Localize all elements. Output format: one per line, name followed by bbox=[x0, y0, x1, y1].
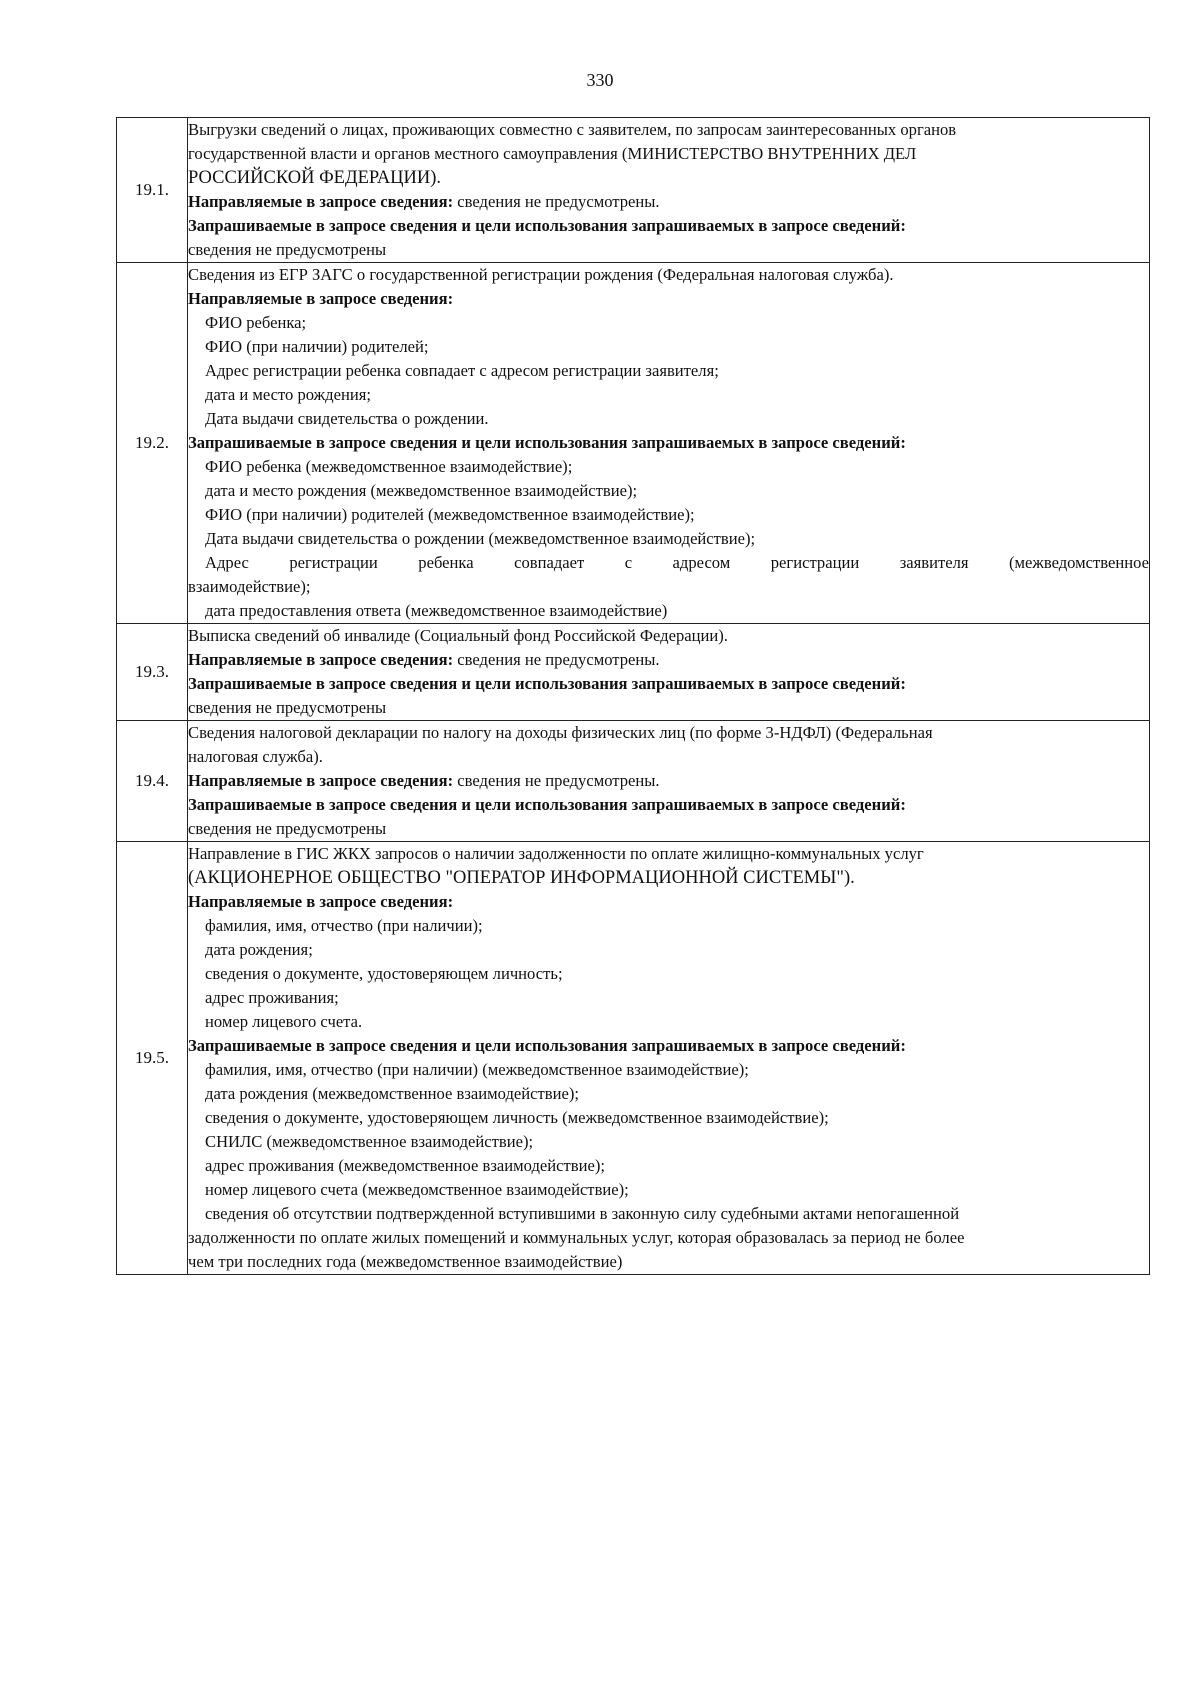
line-text: дата рождения (межведомственное взаимодействие); bbox=[205, 1084, 579, 1103]
line-text: взаимодействие); bbox=[188, 577, 311, 596]
table-row bbox=[117, 842, 1150, 1275]
content-line bbox=[188, 263, 1149, 287]
line-text: ФИО ребенка; bbox=[205, 313, 307, 332]
line-text: сведения не предусмотрены. bbox=[453, 650, 660, 669]
line-text: дата и место рождения; bbox=[205, 385, 371, 404]
page-number: 330 bbox=[586, 70, 614, 90]
content-line bbox=[188, 1082, 1149, 1106]
line-text: сведения не предусмотрены bbox=[188, 240, 387, 259]
line-text: налоговая служба). bbox=[188, 747, 323, 766]
line-text: сведения о документе, удостоверяющем личность; bbox=[205, 964, 563, 983]
section-line bbox=[188, 190, 1149, 214]
content-line bbox=[188, 866, 1149, 890]
section-line bbox=[188, 287, 1149, 311]
line-text: Дата выдачи свидетельства о рождении. bbox=[205, 409, 489, 428]
table-body bbox=[117, 118, 1150, 1275]
line-text: Адрес регистрации ребенка совпадает с адресом регистрации заявителя (межведомственное bbox=[205, 553, 1149, 572]
content-line bbox=[188, 1106, 1149, 1130]
content-line bbox=[188, 938, 1149, 962]
line-text: (АКЦИОНЕРНОЕ ОБЩЕСТВО "ОПЕРАТОР ИНФОРМАЦИОННОЙ СИСТЕМЫ"). bbox=[188, 868, 855, 888]
table-row bbox=[117, 624, 1150, 721]
line-text: Сведения налоговой декларации по налогу на доходы физических лиц (по форме 3-НДФЛ) (Федеральная bbox=[188, 723, 933, 742]
line-text: ФИО ребенка (межведомственное взаимодействие); bbox=[205, 457, 573, 476]
content-line bbox=[188, 455, 1149, 479]
content-line bbox=[188, 166, 1149, 190]
line-text: дата и место рождения (межведомственное взаимодействие); bbox=[205, 481, 638, 500]
content-line bbox=[188, 551, 1149, 575]
line-text: номер лицевого счета. bbox=[205, 1012, 363, 1031]
line-text: фамилия, имя, отчество (при наличии); bbox=[205, 916, 483, 935]
line-text: Дата выдачи свидетельства о рождении (межведомственное взаимодействие); bbox=[205, 529, 756, 548]
content-line bbox=[188, 503, 1149, 527]
section-line bbox=[188, 648, 1149, 672]
section-heading: Запрашиваемые в запросе сведения и цели использования запрашиваемых в запросе сведений: bbox=[188, 674, 906, 693]
content-line bbox=[188, 359, 1149, 383]
section-line bbox=[188, 890, 1149, 914]
row-number: 19.4. bbox=[117, 721, 188, 842]
line-text: задолженности по оплате жилых помещений и коммунальных услуг, которая образовалась за период не более bbox=[188, 1228, 965, 1247]
content-line bbox=[188, 817, 1149, 841]
content-line bbox=[188, 1250, 1149, 1274]
content-line bbox=[188, 118, 1149, 142]
section-heading: Направляемые в запросе сведения: bbox=[188, 289, 454, 308]
content-line bbox=[188, 842, 1149, 866]
section-heading: Направляемые в запросе сведения: bbox=[188, 192, 454, 211]
content-line bbox=[188, 696, 1149, 720]
row-number: 19.5. bbox=[117, 842, 188, 1275]
content-line bbox=[188, 721, 1149, 745]
line-text: адрес проживания (межведомственное взаимодействие); bbox=[205, 1156, 605, 1175]
line-text: сведения о документе, удостоверяющем личность (межведомственное взаимодействие); bbox=[205, 1108, 829, 1127]
content-line bbox=[188, 1202, 1149, 1226]
section-line bbox=[188, 672, 1149, 696]
line-text: ФИО (при наличии) родителей (межведомственное взаимодействие); bbox=[205, 505, 695, 524]
content-line bbox=[188, 986, 1149, 1010]
section-heading: Направляемые в запросе сведения: bbox=[188, 650, 454, 669]
row-content bbox=[188, 721, 1150, 842]
line-text: ФИО (при наличии) родителей; bbox=[205, 337, 429, 356]
row-content bbox=[188, 624, 1150, 721]
row-content bbox=[188, 118, 1150, 263]
content-line bbox=[188, 142, 1149, 166]
row-number: 19.2. bbox=[117, 263, 188, 624]
content-line bbox=[188, 914, 1149, 938]
content-line bbox=[188, 745, 1149, 769]
table-row bbox=[117, 721, 1150, 842]
line-text: сведения об отсутствии подтвержденной вступившими в законную силу судебными актами непогашенной bbox=[205, 1204, 960, 1223]
content-line bbox=[188, 1154, 1149, 1178]
section-line bbox=[188, 1034, 1149, 1058]
line-text: Выгрузки сведений о лицах, проживающих совместно с заявителем, по запросам заинтересованных органов bbox=[188, 120, 957, 139]
line-text: Выписка сведений об инвалиде (Социальный фонд Российской Федерации). bbox=[188, 626, 728, 645]
content-line bbox=[188, 383, 1149, 407]
content-line bbox=[188, 311, 1149, 335]
line-text: адрес проживания; bbox=[205, 988, 339, 1007]
line-text: СНИЛС (межведомственное взаимодействие); bbox=[205, 1132, 534, 1151]
line-text: сведения не предусмотрены bbox=[188, 819, 387, 838]
section-heading: Запрашиваемые в запросе сведения и цели использования запрашиваемых в запросе сведений: bbox=[188, 1036, 906, 1055]
content-line bbox=[188, 575, 1149, 599]
line-text: сведения не предусмотрены bbox=[188, 698, 387, 717]
services-table bbox=[116, 117, 1150, 1275]
line-text: номер лицевого счета (межведомственное взаимодействие); bbox=[205, 1180, 629, 1199]
row-content bbox=[188, 263, 1150, 624]
line-text: фамилия, имя, отчество (при наличии) (межведомственное взаимодействие); bbox=[205, 1060, 749, 1079]
line-text: Направление в ГИС ЖКХ запросов о наличии задолженности по оплате жилищно-коммунальных услуг bbox=[188, 844, 924, 863]
content-line bbox=[188, 407, 1149, 431]
line-text: дата рождения; bbox=[205, 940, 313, 959]
content-line bbox=[188, 599, 1149, 623]
section-heading: Запрашиваемые в запросе сведения и цели использования запрашиваемых в запросе сведений: bbox=[188, 433, 906, 452]
row-number: 19.1. bbox=[117, 118, 188, 263]
row-content bbox=[188, 842, 1150, 1275]
section-heading: Направляемые в запросе сведения: bbox=[188, 892, 454, 911]
line-text: сведения не предусмотрены. bbox=[453, 192, 660, 211]
section-heading: Запрашиваемые в запросе сведения и цели использования запрашиваемых в запросе сведений: bbox=[188, 216, 906, 235]
content-line bbox=[188, 1058, 1149, 1082]
line-text: государственной власти и органов местного самоуправления (МИНИСТЕРСТВО ВНУТРЕННИХ ДЕЛ bbox=[188, 144, 917, 163]
content-line bbox=[188, 1130, 1149, 1154]
line-text: Сведения из ЕГР ЗАГС о государственной регистрации рождения (Федеральная налоговая служба). bbox=[188, 265, 894, 284]
content-line bbox=[188, 527, 1149, 551]
section-line bbox=[188, 769, 1149, 793]
content-line bbox=[188, 1178, 1149, 1202]
content-line bbox=[188, 335, 1149, 359]
content-line bbox=[188, 962, 1149, 986]
content-line bbox=[188, 1226, 1149, 1250]
content-line bbox=[188, 1010, 1149, 1034]
section-heading: Направляемые в запросе сведения: bbox=[188, 771, 454, 790]
line-text: дата предоставления ответа (межведомственное взаимодействие) bbox=[205, 601, 668, 620]
line-text: РОССИЙСКОЙ ФЕДЕРАЦИИ). bbox=[188, 168, 442, 188]
row-number: 19.3. bbox=[117, 624, 188, 721]
section-line bbox=[188, 793, 1149, 817]
content-line bbox=[188, 624, 1149, 648]
section-heading: Запрашиваемые в запросе сведения и цели использования запрашиваемых в запросе сведений: bbox=[188, 795, 906, 814]
line-text: Адрес регистрации ребенка совпадает с адресом регистрации заявителя; bbox=[205, 361, 719, 380]
line-text: сведения не предусмотрены. bbox=[453, 771, 660, 790]
table-row bbox=[117, 118, 1150, 263]
content-line bbox=[188, 479, 1149, 503]
line-text: чем три последних года (межведомственное взаимодействие) bbox=[188, 1252, 623, 1271]
section-line bbox=[188, 214, 1149, 238]
table-row bbox=[117, 263, 1150, 624]
section-line bbox=[188, 431, 1149, 455]
content-line bbox=[188, 238, 1149, 262]
